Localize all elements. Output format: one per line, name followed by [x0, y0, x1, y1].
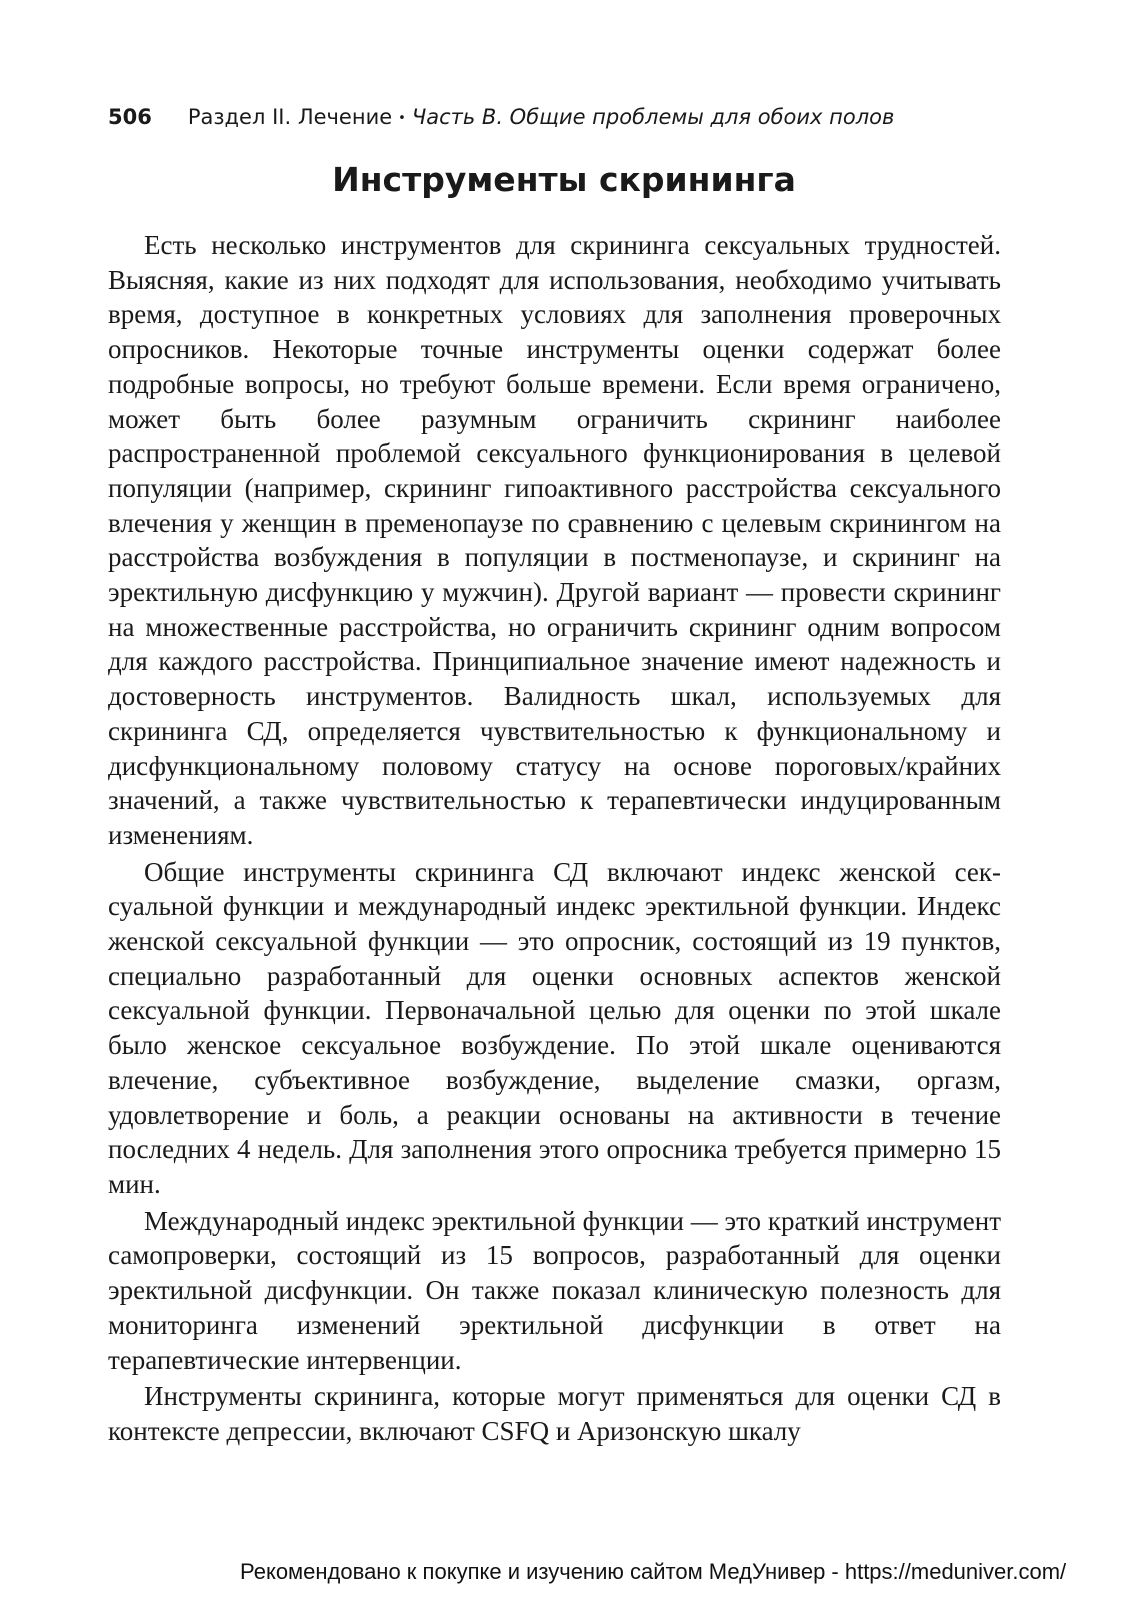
section-title: Инструменты скрининга — [332, 160, 796, 199]
section-label: Раздел II. Лечение — [187, 105, 393, 129]
header-separator-icon: • — [398, 111, 406, 126]
body-text — [108, 228, 1001, 1451]
part-label: Часть В. Общие проблемы для обоих полов — [411, 105, 895, 129]
page-number: 506 — [108, 105, 152, 129]
paragraph: Инструменты скрининга, которые могут применяться для оценки СД в контексте депрессии, включают CSFQ и Аризонскую шкалу — [108, 1381, 1001, 1446]
paragraph: Есть несколько инструментов для скрининга сексуальных трудностей. Выясняя, какие из них подходят для использования, необходимо учитывать время, доступное в конкретных условиях для заполнения проверочных опросников. Некоторые точные инструменты оценки содержат более подробные вопросы, но требуют больше времени. Если время ограничено, может быть более разумным ограничить скрининг наиболее распространенной проблемой сексуального функционирования в целевой популяции (например, скрининг гипоактивного расстройства сексуального влечения у женщин в пременопаузе по сравнению с целевым скринингом на расстройства возбуждения в популяции в постменопаузе, и скрининг на эректильную дисфункцию у мужчин). Другой вариант — провести скрининг на множественные расстройства, но ограничить скрининг одним вопросом для каждого расстройства. Принципиальное значение имеют надежность и достоверность инструментов. Валидность шкал, используемых для скрининга СД, определяется чувствительностью к функциональному и дисфункциональному половому статусу на основе пороговых/крайних значений, а также чувствительностью к терапевтически индуцированным изменениям. — [108, 230, 1001, 850]
watermark-footer: Рекомендовано к покупке и изучению сайтом МедУнивер - https://meduniver.com/ — [240, 1559, 1067, 1584]
running-head — [108, 100, 1028, 134]
paragraph: Международный индекс эректильной функции — это краткий инструмент самопроверки, состоящий из 15 вопросов, разработанный для оценки эректильной дисфункции. Он также показал клиническую полезность для мониторинга изменений эректильной дисфункции в ответ на терапевтические интервенции. — [108, 1205, 1001, 1375]
paragraph: Общие инструменты скрининга СД включают индекс женской сексуальной функции и международный индекс эректильной функции. Индекс женской сексуальной функции — это опросник, состоящий из 19 пунктов, специально разработанный для оценки основных аспектов женской сексуальной функции. Первоначальной целью для оценки по этой шкале было женское сексуальное возбуждение. По этой шкале оцениваются влечение, субъективное возбуждение, выделение смазки, оргазм, удовлетворение и боль, а реакции основаны на активности в течение последних 4 недель. Для заполнения этого опросника требуется примерно 15 мин. — [108, 856, 1001, 1199]
